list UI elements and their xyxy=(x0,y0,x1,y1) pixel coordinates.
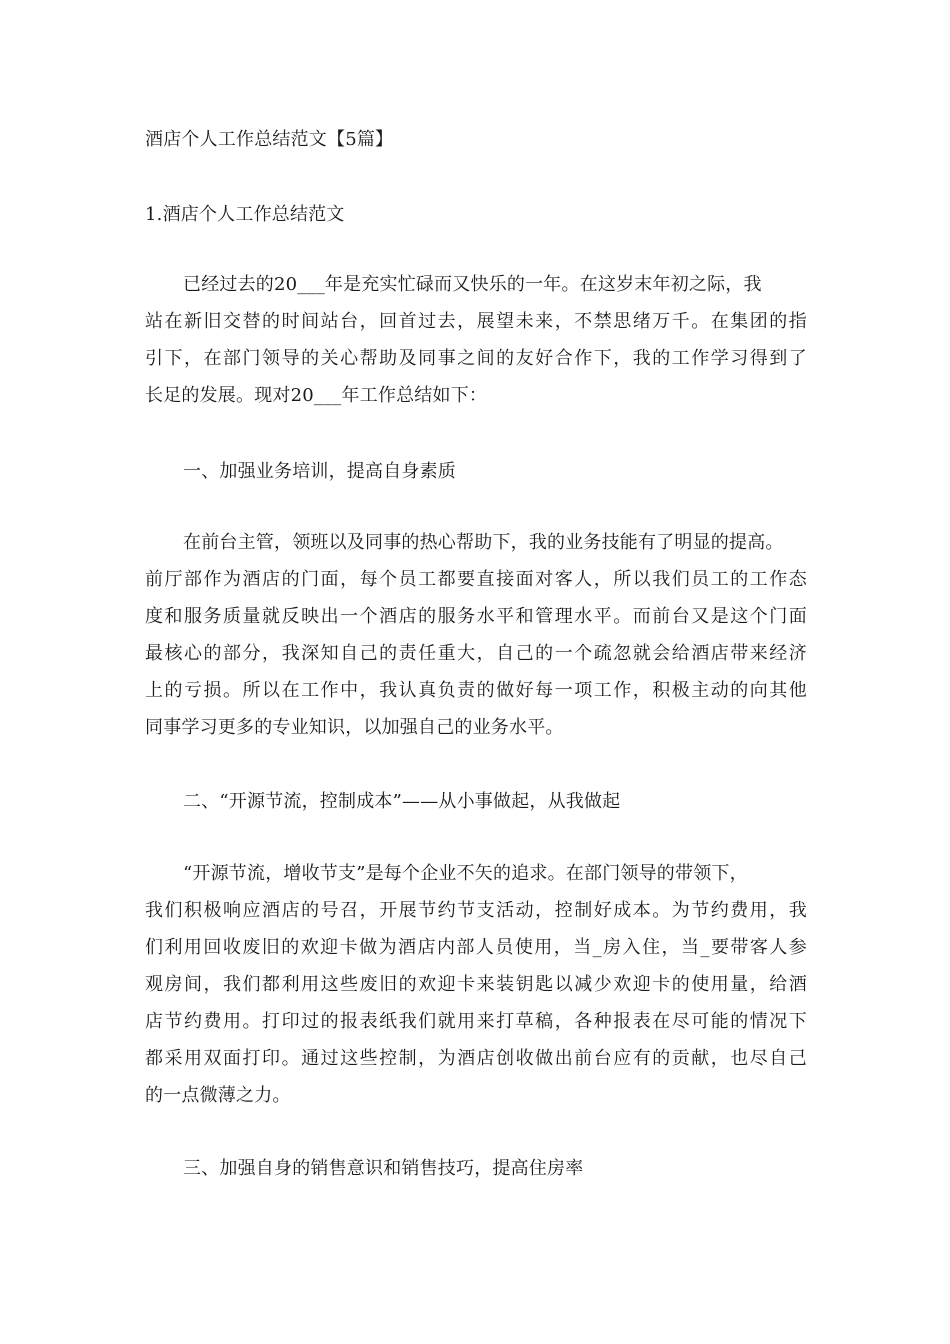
paragraph-line: 已经过去的20___年是充实忙碌而又快乐的一年。在这岁末年初之际，我 xyxy=(183,274,762,295)
paragraph-line: 前厅部作为酒店的门面，每个员工都要直接面对客人，所以我们员工的工作态 xyxy=(145,569,807,590)
paragraph-line: 最核心的部分，我深知自己的责任重大，自己的一个疏忽就会给酒店带来经济 xyxy=(145,643,807,664)
paragraph-line: 长足的发展。现对20___年工作总结如下： xyxy=(145,385,488,406)
paragraph-line: 同事学习更多的专业知识，以加强自己的业务水平。 xyxy=(145,717,564,738)
paragraph-line: 都采用双面打印。通过这些控制，为酒店创收做出前台应有的贡献，也尽自己 xyxy=(145,1048,807,1069)
paragraph-line: 我们积极响应酒店的号召，开展节约节支活动，控制好成本。为节约费用，我 xyxy=(145,900,807,921)
paragraph-line: 上的亏损。所以在工作中，我认真负责的做好每一项工作，积极主动的向其他 xyxy=(145,680,807,701)
section-heading: 1.酒店个人工作总结范文 xyxy=(145,204,345,225)
paragraph-line: 站在新旧交替的时间站台，回首过去，展望未来，不禁思绪万千。在集团的指 xyxy=(145,311,807,332)
subheading: 一、加强业务培训，提高自身素质 xyxy=(183,461,456,482)
paragraph-line: 们利用回收废旧的欢迎卡做为酒店内部人员使用，当_房入住，当_要带客人参 xyxy=(145,937,807,958)
paragraph-line: “开源节流，增收节支”是每个企业不矢的追求。在部门领导的带领下， xyxy=(183,863,748,884)
subheading: 二、“开源节流，控制成本”——从小事做起，从我做起 xyxy=(183,791,621,812)
document-title: 酒店个人工作总结范文【5篇】 xyxy=(145,129,394,150)
paragraph-line: 度和服务质量就反映出一个酒店的服务水平和管理水平。而前台又是这个门面 xyxy=(145,606,807,627)
paragraph-line: 店节约费用。打印过的报表纸我们就用来打草稿，各种报表在尽可能的情况下 xyxy=(145,1011,807,1032)
paragraph-line: 的一点微薄之力。 xyxy=(145,1085,291,1106)
paragraph-line: 观房间，我们都利用这些废旧的欢迎卡来装钥匙以减少欢迎卡的使用量，给酒 xyxy=(145,974,807,995)
paragraph-line: 引下，在部门领导的关心帮助及同事之间的友好合作下，我的工作学习得到了 xyxy=(145,348,807,369)
paragraph-line: 在前台主管，领班以及同事的热心帮助下，我的业务技能有了明显的提高。 xyxy=(183,532,784,553)
subheading: 三、加强自身的销售意识和销售技巧，提高住房率 xyxy=(183,1158,584,1179)
